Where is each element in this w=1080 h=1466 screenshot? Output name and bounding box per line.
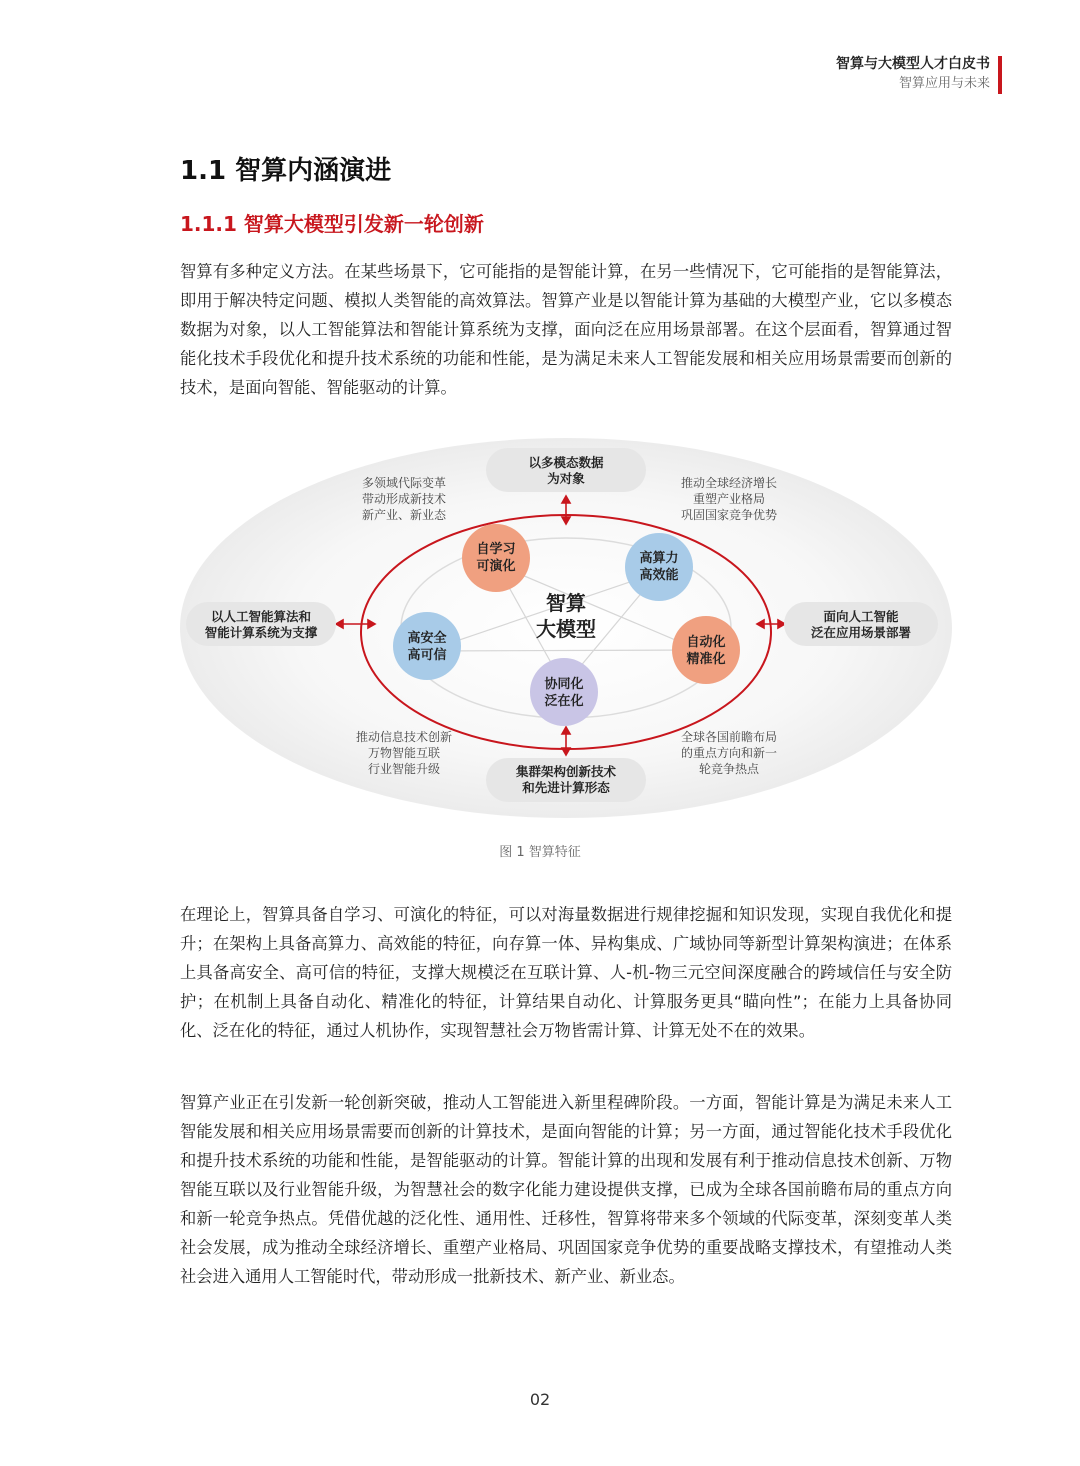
note-bottom-left — [356, 729, 452, 776]
note-bottom-left-line3: 行业智能升级 — [367, 762, 441, 776]
feature-label: 高安全 — [407, 631, 447, 646]
pill-left-line1: 以人工智能算法和 — [210, 609, 312, 624]
document-subtitle: 智算应用与未来 — [898, 76, 990, 91]
pill-right — [784, 602, 938, 646]
pill-top — [486, 448, 646, 492]
note-top-left-line2: 带动形成新技术 — [361, 492, 447, 506]
note-bottom-right-line3: 轮竞争热点 — [698, 762, 760, 776]
feature-label: 泛在化 — [544, 694, 584, 709]
note-bottom-right-line1: 全球各国前瞻布局 — [680, 730, 778, 744]
pill-bottom — [486, 758, 646, 802]
feature-label: 精准化 — [686, 652, 726, 667]
note-top-right — [681, 475, 777, 522]
note-top-right-line3: 巩固国家竞争优势 — [680, 508, 778, 522]
features-diagram — [180, 436, 952, 820]
industry-paragraph: 智算产业正在引发新一轮创新突破，推动人工智能进入新里程碑阶段。一方面，智能计算是为满足未来人工智能发展和相关应用场景需要而创新的计算技术，是面向智能的计算；另一方面，通过智能化技术手段优化和提升技术系统的功能和性能，是智能驱动的计算。智能计算的出现和发展有利于推动信息技术创新、万物智能互联以及行业智能升级，为智慧社会的数字化能力建设提供支撑，已成为全球各国前瞻布局的重点方向和新一轮竞争热点。凭借优越的泛化性、通用性、迁移性，智算将带来多个领域的代际变革，深刻变革人类社会发展，成为推动全球经济增长、重塑产业格局、巩固国家竞争优势的重要战略支撑技术，有望推动人类社会进入通用人工智能时代，带动形成一批新技术、新产业、新业态。 — [180, 1093, 952, 1286]
note-top-right-line2: 重塑产业格局 — [692, 492, 766, 506]
pill-right-line1: 面向人工智能 — [823, 609, 899, 624]
feature-bubble — [625, 533, 693, 601]
pill-bottom-line1: 集群架构创新技术 — [515, 764, 617, 779]
feature-label: 高效能 — [639, 568, 679, 583]
feature-label: 自动化 — [686, 635, 726, 650]
feature-bubble — [393, 612, 461, 680]
note-top-left-line3: 新产业、新业态 — [361, 508, 447, 522]
section-title: 1.1 智算内涵演进 — [180, 156, 392, 186]
feature-bubble — [530, 658, 598, 726]
feature-bubble — [672, 616, 740, 684]
page-number: 02 — [529, 1390, 551, 1409]
intro-paragraph: 智算有多种定义方法。在某些场景下，它可能指的是智能计算，在另一些情况下，它可能指的是智能算法，即用于解决特定问题、模拟人类智能的高效算法。智算产业是以智能计算为基础的大模型产业，它以多模态数据为对象，以人工智能算法和智能计算系统为支撑，面向泛在应用场景部署。在这个层面看，智算通过智能化技术手段优化和提升技术系统的功能和性能，是为满足未来人工智能发展和相关应用场景需要而创新的技术，是面向智能、智能驱动的计算。 — [180, 262, 952, 397]
center-label-line2: 大模型 — [536, 617, 596, 641]
feature-security — [393, 612, 461, 680]
pill-bottom-line2: 和先进计算形态 — [522, 780, 610, 795]
feature-collaboration — [530, 658, 598, 726]
pill-top-line2: 为对象 — [547, 471, 585, 486]
feature-label: 高可信 — [407, 648, 447, 663]
feature-self-learning — [462, 524, 530, 592]
pill-left — [186, 602, 336, 646]
document-title: 智算与大模型人才白皮书 — [836, 56, 990, 72]
note-bottom-right-line2: 的重点方向和新一 — [680, 746, 778, 760]
note-bottom-left-line1: 推动信息技术创新 — [355, 730, 453, 744]
running-header — [836, 54, 990, 94]
pill-right-line2: 泛在应用场景部署 — [810, 625, 912, 640]
center-label-line1: 智算 — [546, 591, 586, 615]
feature-label: 可演化 — [476, 559, 516, 574]
pill-top-line1: 以多模态数据 — [528, 455, 604, 470]
note-top-left-line1: 多领域代际变革 — [361, 476, 447, 490]
features-paragraph: 在理论上，智算具备自学习、可演化的特征，可以对海量数据进行规律挖掘和知识发现，实现自我优化和提升；在架构上具备高算力、高效能的特征，向存算一体、异构集成、广域协同等新型计算架构演进；在体系上具备高安全、高可信的特征，支撑大规模泛在互联计算、人-机-物三元空间深度融合的跨域信任与安全防护；在机制上具备自动化、精准化的特征，计算结果自动化、计算服务更具“瞄向性”；在能力上具备协同化、泛在化的特征，通过人机协作，实现智慧社会万物皆需计算、计算无处不在的效果。 — [180, 905, 952, 1040]
feature-label: 自学习 — [476, 542, 516, 557]
feature-label: 高算力 — [639, 551, 679, 566]
feature-label: 协同化 — [544, 677, 584, 692]
feature-high-compute — [625, 533, 693, 601]
note-bottom-left-line2: 万物智能互联 — [367, 746, 441, 760]
feature-automation — [672, 616, 740, 684]
pill-left-line2: 智能计算系统为支撑 — [204, 625, 318, 640]
figure-caption: 图 1 智算特征 — [499, 845, 581, 860]
subsection-title: 1.1.1 智算大模型引发新一轮创新 — [180, 212, 484, 236]
note-top-right-line1: 推动全球经济增长 — [680, 476, 778, 490]
header-accent-bar — [998, 56, 1002, 94]
note-top-left — [362, 475, 447, 522]
feature-bubble — [462, 524, 530, 592]
